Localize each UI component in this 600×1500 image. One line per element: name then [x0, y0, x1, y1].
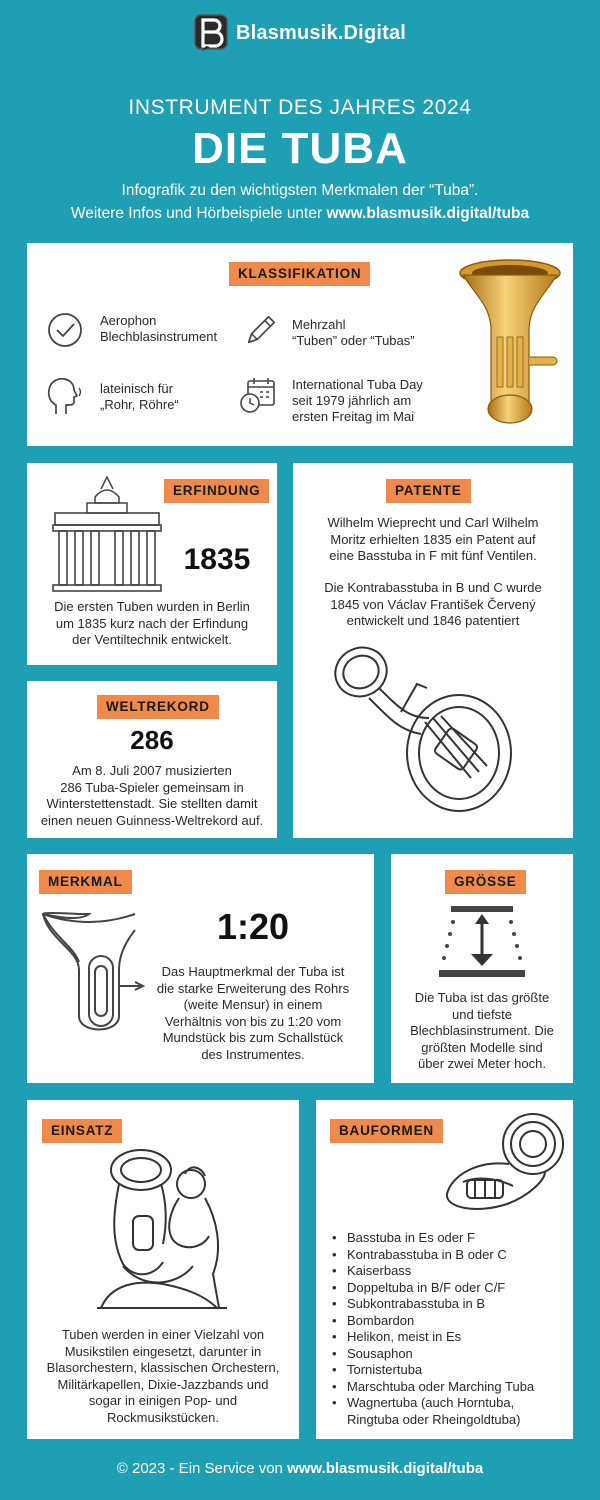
weltrekord-text [27, 763, 277, 829]
klass-item-1-line2: Blechblasinstrument [100, 329, 218, 344]
badge-klassifikation: KLASSIFIKATION [229, 262, 370, 286]
card-bauformen [316, 1100, 573, 1439]
list-item: • Bombardon [332, 1313, 562, 1330]
patente-paragraph-1 [293, 515, 573, 565]
klass-item-3 [100, 381, 179, 413]
klass-item-4-line2: seit 1979 jährlich am [292, 393, 412, 408]
weltrekord-line1: Am 8. Juli 2007 musizierten [72, 763, 232, 778]
header-kicker: INSTRUMENT DES JAHRES 2024 [128, 96, 472, 119]
blasmusik-logo-icon [194, 14, 228, 52]
calendar-clock-icon [238, 376, 278, 416]
klass-item-4 [292, 377, 423, 425]
footer-prefix: © 2023 - Ein Service von [116, 1460, 288, 1477]
weltrekord-line2: 286 Tuba-Spieler gemeinsam in [60, 779, 244, 795]
golden-tuba-image [455, 257, 565, 437]
klass-item-3-line1: lateinisch für [100, 381, 173, 396]
list-item: • Basstuba in Es oder F [332, 1230, 562, 1247]
erfindung-text-line2: um 1835 kurz nach der Erfindung [55, 615, 249, 631]
groesse-text [391, 990, 573, 1073]
patente-p1-line2: Moritz erhielten 1835 ein Patent auf [330, 531, 536, 547]
einsatz-line1: Tuben werden in einer Vielzahl von [61, 1327, 265, 1342]
list-item: • Kaiserbass [332, 1263, 562, 1280]
card-einsatz [27, 1100, 299, 1439]
tuba-player-sketch-icon [93, 1144, 233, 1314]
subtitle-prefix: Weitere Infos und Hörbeispiele unter [70, 205, 327, 222]
sousaphon-sketch-icon [437, 1106, 567, 1216]
merkmal-line3: (weite Mensur) in einem [183, 997, 323, 1012]
badge-merkmal: MERKMAL [39, 870, 132, 894]
einsatz-line2: Musikstilen eingesetzt, darunter in [64, 1343, 262, 1359]
footer [0, 1460, 600, 1477]
merkmal-line4: Verhältnis von bis zu 1:20 vom [164, 1013, 342, 1029]
pencil-icon [244, 313, 278, 347]
header-subtitle-line1: Infografik zu den wichtigsten Merkmalen der “Tuba”. [121, 182, 479, 199]
einsatz-line4: Militärkapellen, Dixie-Jazzbands und [57, 1376, 269, 1392]
klass-item-1 [100, 313, 217, 345]
badge-erfindung: ERFINDUNG [164, 479, 269, 503]
card-erfindung [27, 463, 277, 665]
einsatz-line6: Rockmusikstücken. [107, 1409, 219, 1425]
card-merkmal [27, 854, 374, 1083]
speaking-head-icon [46, 376, 82, 416]
card-groesse [391, 854, 573, 1083]
groesse-line2: und tiefste [452, 1006, 512, 1022]
patente-paragraph-2 [293, 580, 573, 630]
erfindung-year: 1835 [183, 543, 251, 576]
weltrekord-line3: Winterstettenstadt. Sie stellten damit [46, 796, 258, 811]
card-patente [293, 463, 573, 838]
list-item: • Wagnertuba (auch Horntuba, [332, 1395, 562, 1412]
card-weltrekord [27, 681, 277, 838]
brandenburg-gate-icon [51, 475, 163, 593]
klass-item-4-line3: ersten Freitag im Mai [292, 409, 415, 424]
footer-link[interactable]: www.blasmusik.digital/tuba [287, 1460, 484, 1477]
list-item: • Sousaphon [332, 1346, 562, 1363]
tuba-outline-icon [39, 910, 149, 1040]
list-item: • Doppeltuba in B/F oder C/F [332, 1280, 562, 1297]
brand-name: Blasmusik.Digital [235, 21, 407, 44]
patente-p2-line1: Die Kontrabasstuba in B und C wurde [324, 580, 542, 595]
merkmal-text [151, 964, 355, 1063]
bauformen-list [332, 1230, 562, 1428]
height-arrow-icon [437, 904, 527, 980]
klass-item-2-line2: “Tuben” oder “Tubas” [292, 333, 415, 348]
subtitle-link[interactable]: www.blasmusik.digital/tuba [326, 205, 530, 222]
badge-patente: PATENTE [386, 479, 471, 503]
merkmal-line1: Das Hauptmerkmal der Tuba ist [161, 964, 345, 979]
klass-item-2-line1: Mehrzahl [292, 317, 346, 332]
groesse-line1: Die Tuba ist das größte [414, 990, 550, 1005]
groesse-line5: über zwei Meter hoch. [418, 1056, 546, 1071]
list-item: • Marschtuba oder Marching Tuba [332, 1379, 562, 1396]
patente-p2-line2: 1845 von Václav František Červený [330, 596, 536, 612]
card-klassifikation [27, 243, 573, 446]
weltrekord-number: 286 [130, 725, 174, 755]
merkmal-ratio: 1:20 [216, 906, 290, 947]
checkmark-circle-icon [47, 312, 83, 348]
einsatz-line5: sogar in einigen Pop- und [88, 1393, 238, 1408]
patente-p1-line3: eine Basstuba in F mit fünf Ventilen. [329, 548, 537, 563]
badge-groesse: GRÖSSE [445, 870, 526, 894]
merkmal-line5: Mundstück bis zum Schallstück [162, 1030, 344, 1045]
badge-weltrekord: WELTREKORD [97, 695, 219, 719]
list-item: • Tornistertuba [332, 1362, 562, 1379]
weltrekord-line4: einen neuen Guinness-Weltrekord auf. [40, 812, 264, 828]
patente-p2-line3: entwickelt und 1846 patentiert [346, 613, 520, 628]
erfindung-text-line3: der Ventiltechnik entwickelt. [72, 632, 232, 647]
page-title: DIE TUBA [192, 124, 408, 173]
groesse-line3: Blechblasinstrument. Die [410, 1023, 554, 1038]
badge-bauformen: BAUFORMEN [330, 1119, 443, 1143]
list-item: • Kontrabasstuba in B oder C [332, 1247, 562, 1264]
brand-logo[interactable] [0, 14, 600, 52]
groesse-line4: größten Modelle sind [421, 1039, 543, 1055]
klass-item-3-line2: „Rohr, Röhre“ [100, 397, 179, 412]
header-subtitle-line2 [0, 205, 600, 223]
merkmal-line6: des Instrumentes. [201, 1046, 305, 1062]
klass-item-2 [292, 317, 415, 349]
list-item: • Helikon, meist in Es [332, 1329, 562, 1346]
einsatz-line3: Blasorchestern, klassischen Orchestern, [46, 1360, 280, 1375]
list-item-continuation: Ringtuba oder Rheingoldtuba) [347, 1411, 521, 1427]
erfindung-text [27, 599, 277, 649]
einsatz-text [27, 1327, 299, 1426]
merkmal-line2: die starke Erweiterung des Rohrs [156, 980, 350, 996]
list-item: • Subkontrabasstuba in B [332, 1296, 562, 1313]
badge-einsatz: EINSATZ [42, 1119, 122, 1143]
patente-p1-line1: Wilhelm Wieprecht und Carl Wilhelm [327, 515, 539, 530]
klass-item-1-line1: Aerophon [100, 313, 157, 328]
erfindung-text-line1: Die ersten Tuben wurden in Berlin [54, 599, 250, 614]
tuba-sketch-icon [329, 638, 529, 818]
klass-item-4-line1: International Tuba Day [292, 377, 423, 392]
